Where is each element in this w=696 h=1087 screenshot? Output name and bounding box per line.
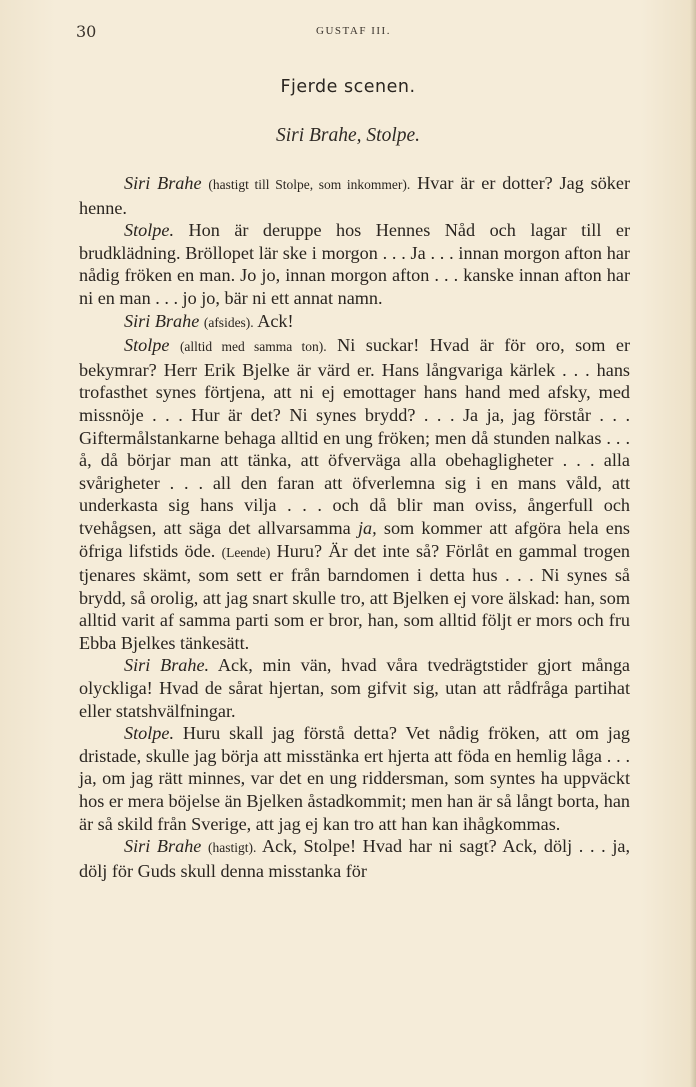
emphasis-text: ja, bbox=[357, 517, 377, 538]
stage-direction: (alltid med samma ton). bbox=[179, 339, 327, 355]
dialogue-paragraph bbox=[79, 835, 630, 882]
dialogue-text: Huru skall jag förstå detta? Vet nådig fröken, att om jag dristade, skulle jag börja att misstänka ert hjerta att föda en hemlig låga . . . ja, om jag rätt minnes, var det en ung riddersman, som syntes ha uppväckt hos er mera böjelse än Bjelken åstadkommit; men han är så långt borta, han är så skild från Sverige, att jag ej kan tro att han kan ihågkommas. bbox=[79, 723, 630, 834]
scene-title: Fjerde scenen. bbox=[280, 77, 416, 97]
speaker-name: Siri Brahe bbox=[124, 836, 202, 857]
dialogue-paragraph bbox=[79, 334, 630, 654]
speaker-name: Siri Brahe bbox=[124, 310, 200, 331]
stage-direction: (afsides). bbox=[203, 314, 254, 330]
dialogue-paragraph bbox=[79, 172, 630, 219]
stage-direction: (hastigt). bbox=[208, 840, 257, 856]
dialogue-text: Ack, min vän, hvad våra tvedrägtstider gjort många olyckliga! Hvad de sårat hjertan, som gifvit sig, utan att rådfråga partihat eller statshvälfningar. bbox=[79, 655, 630, 721]
body-text bbox=[79, 172, 630, 882]
dialogue-text: Hon är deruppe hos Hennes Nåd och lagar till er brudklädning. Bröllopet lär ske i morgon . . . Ja . . . innan morgon afton har nådig fröken en man. Jo jo, innan morgon afton . . . kanske innan afton har ni en man . . . jo jo, bär ni ett annat namn. bbox=[79, 220, 630, 308]
page-number: 30 bbox=[76, 22, 97, 41]
stage-direction: (hastigt till Stolpe, som inkommer). bbox=[208, 177, 411, 192]
speaker-name: Stolpe. bbox=[124, 220, 175, 241]
speaker-name: Siri Brahe bbox=[124, 173, 202, 193]
page-edge-shadow bbox=[690, 0, 696, 1087]
dialogue-paragraph bbox=[79, 310, 630, 335]
stage-direction: (Leende) bbox=[221, 544, 271, 560]
dialogue-text: Ni suckar! Hvad är för oro, som er bekymrar? Herr Erik Bjelke är värd er. Hans långvariga kärlek . . . hans trofasthet synes förtjena, att ni ej emottager hans hand med afsky, med missnöje . . . Hur är det? Ni synes brydd? . . . Ja ja, jag förstår . . . Giftermålstankarne behaga alltid en ung fröken; men då stunden nalkas . . . å, då börjar man att tänka, att öfverväga alla obehagligheter . . . alla svårigheter . . . all den faran att öfverlemna sig i en mans våld, att underkasta sig hans vilja . . . och då blir man oviss, ångerfull och tvehågsen, att säga det allvarsamma bbox=[79, 335, 631, 538]
dialogue-text: Ack, Stolpe! Hvad har ni sagt? Ack, dölj . . . ja, dölj för Guds skull denna misstanka för bbox=[79, 836, 631, 881]
speaker-name: Siri Brahe. bbox=[124, 655, 210, 676]
speaker-name: Stolpe. bbox=[124, 723, 175, 744]
running-title: GUSTAF III. bbox=[316, 25, 391, 37]
scene-characters: Siri Brahe, Stolpe. bbox=[275, 125, 421, 146]
dialogue-text: som kommer att afgöra hela ens öfriga lifstids öde. bbox=[79, 517, 630, 561]
dialogue-paragraph bbox=[79, 654, 630, 722]
dialogue-text: Ack! bbox=[253, 310, 294, 331]
dialogue-text: Huru? Är det inte så? Förlåt en gammal trogen tjenares skämt, som sett er från barndomen i detta hus . . . Ni synes så brydd, så orolig, att jag snart skulle tro, att Bjelken ej vore älskad: han, som alltid varit af samma parti som er bror, han, som alltid följt er mors och fru Ebba Bjelkes tänkesätt. bbox=[79, 540, 630, 653]
dialogue-paragraph bbox=[79, 722, 630, 835]
dialogue-text: Hvar är er dotter? Jag söker henne. bbox=[79, 173, 631, 218]
running-head bbox=[76, 22, 631, 42]
speaker-name: Stolpe bbox=[124, 335, 170, 356]
dialogue-paragraph bbox=[79, 219, 630, 309]
